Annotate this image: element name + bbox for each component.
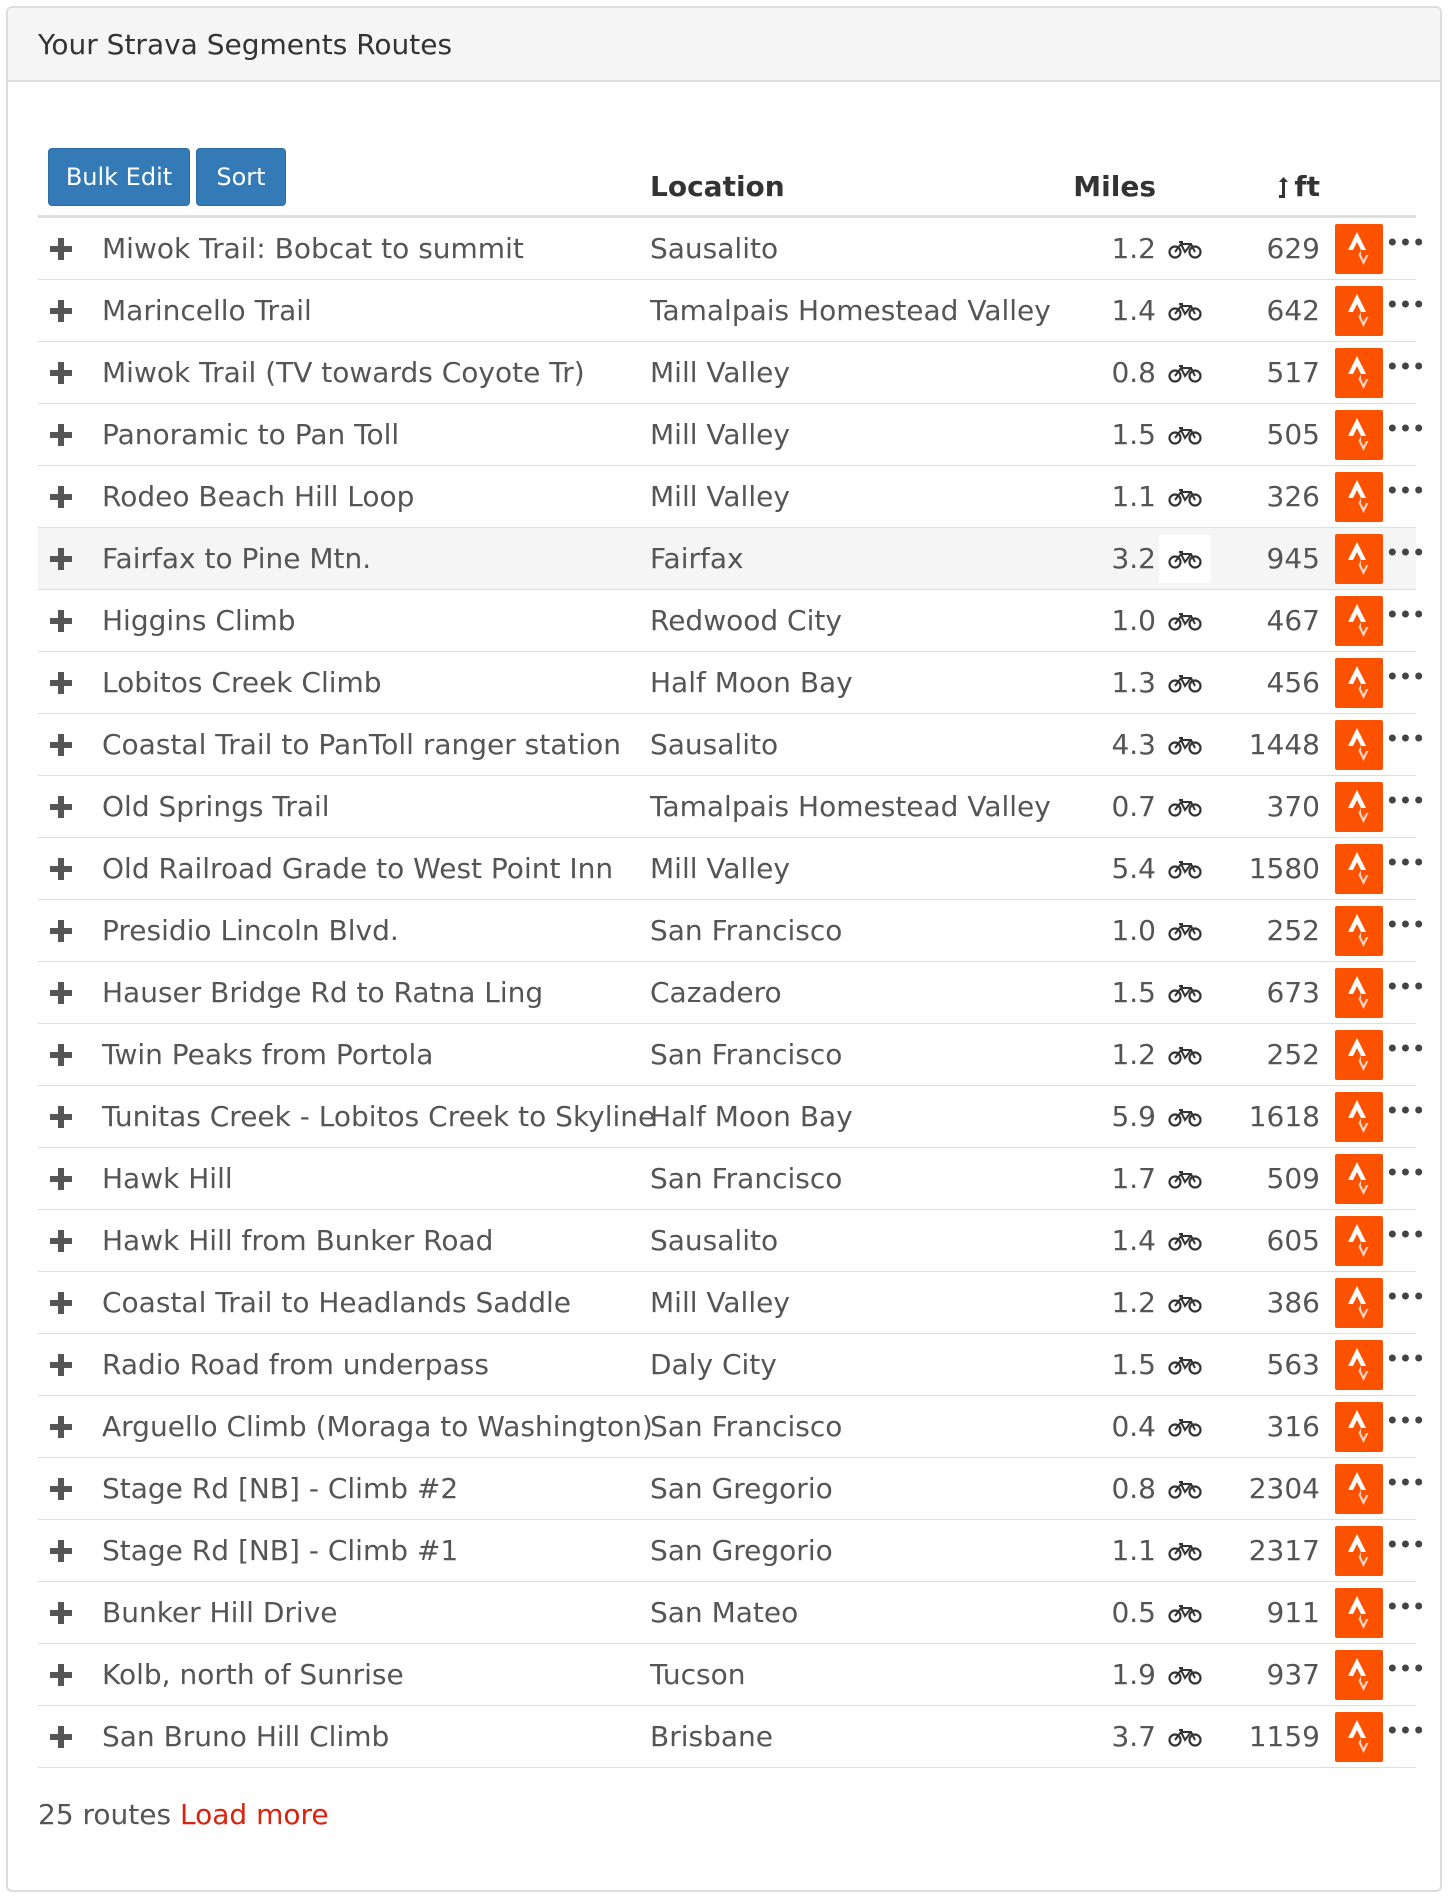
table-row[interactable]	[38, 838, 1425, 900]
table-row[interactable]	[38, 900, 1425, 962]
route-location: Cazadero	[650, 976, 782, 1009]
route-miles: 1.1	[1111, 480, 1156, 513]
bike-icon	[1159, 962, 1211, 1023]
route-name[interactable]: Hawk Hill from Bunker Road	[102, 1224, 494, 1257]
routes-panel	[6, 6, 1442, 1892]
more-options-button[interactable]	[1385, 342, 1425, 403]
route-elevation: 911	[1266, 1596, 1320, 1629]
plus-icon[interactable]	[46, 1272, 76, 1333]
strava-logo-icon	[1335, 1402, 1383, 1452]
route-miles: 0.7	[1111, 790, 1156, 823]
ellipsis-icon: •••	[1385, 972, 1425, 1001]
ellipsis-icon: •••	[1385, 1716, 1425, 1745]
route-name[interactable]: Old Springs Trail	[102, 790, 330, 823]
route-location: San Francisco	[650, 1038, 843, 1071]
table-row[interactable]	[38, 1148, 1425, 1210]
strava-button[interactable]	[1335, 280, 1385, 341]
strava-button[interactable]	[1335, 1086, 1385, 1147]
bike-icon	[1159, 838, 1211, 899]
route-name[interactable]: Marincello Trail	[102, 294, 312, 327]
strava-logo-icon	[1335, 534, 1383, 584]
bike-icon	[1159, 535, 1211, 583]
more-options-button[interactable]	[1385, 1396, 1425, 1457]
more-options-button[interactable]	[1385, 652, 1425, 713]
more-options-button[interactable]	[1385, 1210, 1425, 1271]
table-row[interactable]	[38, 1024, 1425, 1086]
plus-icon[interactable]	[46, 652, 76, 713]
more-options-button[interactable]	[1385, 1086, 1425, 1147]
route-name[interactable]: Presidio Lincoln Blvd.	[102, 914, 399, 947]
strava-logo-icon	[1335, 410, 1383, 460]
table-row[interactable]	[38, 1396, 1425, 1458]
ellipsis-icon: •••	[1385, 1654, 1425, 1683]
route-name[interactable]: Hauser Bridge Rd to Ratna Ling	[102, 976, 544, 1009]
route-miles: 1.4	[1111, 1224, 1156, 1257]
route-name[interactable]: Coastal Trail to PanToll ranger station	[102, 728, 622, 761]
strava-logo-icon	[1335, 1650, 1383, 1700]
ellipsis-icon: •••	[1385, 1220, 1425, 1249]
strava-logo-icon	[1335, 658, 1383, 708]
route-name[interactable]: Miwok Trail (TV towards Coyote Tr)	[102, 356, 585, 389]
strava-logo-icon	[1335, 906, 1383, 956]
route-elevation: 252	[1266, 914, 1320, 947]
more-options-button[interactable]	[1385, 1334, 1425, 1395]
strava-button[interactable]	[1335, 1210, 1385, 1271]
plus-icon[interactable]	[46, 218, 76, 279]
route-elevation: 629	[1266, 232, 1320, 265]
table-row[interactable]	[38, 714, 1425, 776]
bike-icon	[1159, 1086, 1211, 1147]
more-options-button[interactable]	[1385, 218, 1425, 279]
strava-button[interactable]	[1335, 838, 1385, 899]
ellipsis-icon: •••	[1385, 476, 1425, 505]
strava-button[interactable]	[1335, 652, 1385, 713]
route-elevation: 517	[1266, 356, 1320, 389]
table-row[interactable]	[38, 962, 1425, 1024]
bike-icon	[1159, 776, 1211, 837]
route-location: San Mateo	[650, 1596, 799, 1629]
route-elevation: 1448	[1248, 728, 1320, 761]
plus-icon[interactable]	[46, 404, 76, 465]
route-miles: 1.0	[1111, 914, 1156, 947]
route-location: Mill Valley	[650, 1286, 790, 1319]
ellipsis-icon: •••	[1385, 848, 1425, 877]
more-options-button[interactable]	[1385, 714, 1425, 775]
route-name[interactable]: Bunker Hill Drive	[102, 1596, 338, 1629]
route-name[interactable]: Twin Peaks from Portola	[102, 1038, 434, 1071]
bulk-edit-button[interactable]: Bulk Edit	[48, 148, 190, 206]
route-location: Mill Valley	[650, 356, 790, 389]
route-location: Mill Valley	[650, 480, 790, 513]
plus-icon[interactable]	[46, 1644, 76, 1705]
ellipsis-icon: •••	[1385, 1406, 1425, 1435]
table-row[interactable]	[38, 1334, 1425, 1396]
route-elevation: 1580	[1248, 852, 1320, 885]
ellipsis-icon: •••	[1385, 910, 1425, 939]
route-miles: 1.2	[1111, 1286, 1156, 1319]
route-miles: 1.1	[1111, 1534, 1156, 1567]
table-row[interactable]	[38, 590, 1425, 652]
route-location: Mill Valley	[650, 418, 790, 451]
plus-icon[interactable]	[46, 590, 76, 651]
route-elevation: 1618	[1248, 1100, 1320, 1133]
route-elevation: 2304	[1248, 1472, 1320, 1505]
strava-button[interactable]	[1335, 1148, 1385, 1209]
more-options-button[interactable]	[1385, 1520, 1425, 1581]
ellipsis-icon: •••	[1385, 1034, 1425, 1063]
route-name[interactable]: Higgins Climb	[102, 604, 296, 637]
bike-icon	[1159, 1210, 1211, 1271]
table-row[interactable]	[38, 776, 1425, 838]
more-options-button[interactable]	[1385, 776, 1425, 837]
route-location: Brisbane	[650, 1720, 773, 1753]
bike-icon	[1159, 1024, 1211, 1085]
table-row[interactable]	[38, 1210, 1425, 1272]
strava-logo-icon	[1335, 1092, 1383, 1142]
more-options-button[interactable]	[1385, 466, 1425, 527]
load-more-link[interactable]: Load more	[180, 1798, 329, 1831]
route-miles: 0.5	[1111, 1596, 1156, 1629]
strava-button[interactable]	[1335, 590, 1385, 651]
more-options-button[interactable]	[1385, 838, 1425, 899]
plus-icon[interactable]	[46, 528, 76, 589]
plus-icon[interactable]	[46, 1582, 76, 1643]
ellipsis-icon: •••	[1385, 1158, 1425, 1187]
bike-icon	[1159, 714, 1211, 775]
table-row[interactable]	[38, 466, 1425, 528]
route-elevation: 563	[1266, 1348, 1320, 1381]
strava-logo-icon	[1335, 1154, 1383, 1204]
strava-button[interactable]	[1335, 714, 1385, 775]
plus-icon[interactable]	[46, 1086, 76, 1147]
strava-logo-icon	[1335, 1216, 1383, 1266]
bike-icon	[1159, 1644, 1211, 1705]
strava-logo-icon	[1335, 224, 1383, 274]
strava-button[interactable]	[1335, 962, 1385, 1023]
ellipsis-icon: •••	[1385, 1530, 1425, 1559]
route-elevation: 326	[1266, 480, 1320, 513]
route-location: San Francisco	[650, 914, 843, 947]
route-elevation: 945	[1266, 542, 1320, 575]
strava-button[interactable]	[1335, 1582, 1385, 1643]
strava-button[interactable]	[1335, 900, 1385, 961]
strava-logo-icon	[1335, 782, 1383, 832]
plus-icon[interactable]	[46, 1396, 76, 1457]
ellipsis-icon: •••	[1385, 724, 1425, 753]
plus-icon[interactable]	[46, 1210, 76, 1271]
route-miles: 1.9	[1111, 1658, 1156, 1691]
strava-button[interactable]	[1335, 1272, 1385, 1333]
bike-icon	[1159, 466, 1211, 527]
route-miles: 1.7	[1111, 1162, 1156, 1195]
bike-icon	[1159, 280, 1211, 341]
bike-icon	[1159, 1148, 1211, 1209]
ellipsis-icon: •••	[1385, 600, 1425, 629]
strava-logo-icon	[1335, 1526, 1383, 1576]
strava-logo-icon	[1335, 1712, 1383, 1762]
route-miles: 5.9	[1111, 1100, 1156, 1133]
bike-icon	[1159, 342, 1211, 403]
route-miles: 1.2	[1111, 232, 1156, 265]
more-options-button[interactable]	[1385, 280, 1425, 341]
strava-button[interactable]	[1335, 776, 1385, 837]
table-row[interactable]	[38, 1086, 1425, 1148]
route-name[interactable]: Stage Rd [NB] - Climb #2	[102, 1472, 459, 1505]
route-elevation: 642	[1266, 294, 1320, 327]
route-miles: 0.8	[1111, 1472, 1156, 1505]
route-miles: 1.2	[1111, 1038, 1156, 1071]
plus-icon[interactable]	[46, 466, 76, 527]
ellipsis-icon: •••	[1385, 352, 1425, 381]
plus-icon[interactable]	[46, 962, 76, 1023]
route-miles: 1.0	[1111, 604, 1156, 637]
bike-icon	[1159, 1272, 1211, 1333]
route-elevation: 386	[1266, 1286, 1320, 1319]
route-location: Daly City	[650, 1348, 777, 1381]
plus-icon[interactable]	[46, 1024, 76, 1085]
route-name[interactable]: Rodeo Beach Hill Loop	[102, 480, 415, 513]
route-location: Sausalito	[650, 1224, 779, 1257]
more-options-button[interactable]	[1385, 1272, 1425, 1333]
route-miles: 1.5	[1111, 976, 1156, 1009]
more-options-button[interactable]	[1385, 1458, 1425, 1519]
route-location: Sausalito	[650, 728, 779, 761]
route-location: Tamalpais Homestead Valley	[650, 294, 1051, 327]
route-miles: 1.5	[1111, 1348, 1156, 1381]
route-name[interactable]: Arguello Climb (Moraga to Washington)	[102, 1410, 653, 1443]
ellipsis-icon: •••	[1385, 1096, 1425, 1125]
strava-logo-icon	[1335, 1278, 1383, 1328]
more-options-button[interactable]	[1385, 900, 1425, 961]
strava-logo-icon	[1335, 720, 1383, 770]
plus-icon[interactable]	[46, 1706, 76, 1767]
table-row[interactable]	[38, 1458, 1425, 1520]
bike-icon	[1159, 1706, 1211, 1767]
route-location: Tucson	[650, 1658, 746, 1691]
route-miles: 1.5	[1111, 418, 1156, 451]
route-miles: 3.7	[1111, 1720, 1156, 1753]
panel-title: Your Strava Segments Routes	[8, 8, 1440, 82]
strava-logo-icon	[1335, 844, 1383, 894]
route-miles: 0.8	[1111, 356, 1156, 389]
table-row[interactable]	[38, 1582, 1425, 1644]
bike-icon	[1159, 900, 1211, 961]
more-options-button[interactable]	[1385, 590, 1425, 651]
route-location: San Francisco	[650, 1410, 843, 1443]
strava-logo-icon	[1335, 968, 1383, 1018]
strava-button[interactable]	[1335, 1396, 1385, 1457]
route-elevation: 937	[1266, 1658, 1320, 1691]
route-elevation: 456	[1266, 666, 1320, 699]
route-name[interactable]: Miwok Trail: Bobcat to summit	[102, 232, 524, 265]
route-name[interactable]: Lobitos Creek Climb	[102, 666, 382, 699]
ellipsis-icon: •••	[1385, 228, 1425, 257]
route-location: San Francisco	[650, 1162, 843, 1195]
route-elevation: 370	[1266, 790, 1320, 823]
strava-button[interactable]	[1335, 1644, 1385, 1705]
strava-button[interactable]	[1335, 1458, 1385, 1519]
strava-logo-icon	[1335, 1030, 1383, 1080]
route-name[interactable]: Panoramic to Pan Toll	[102, 418, 400, 451]
more-options-button[interactable]	[1385, 962, 1425, 1023]
route-miles: 5.4	[1111, 852, 1156, 885]
plus-icon[interactable]	[46, 714, 76, 775]
strava-button[interactable]	[1335, 466, 1385, 527]
route-miles: 1.3	[1111, 666, 1156, 699]
strava-button[interactable]	[1335, 528, 1385, 589]
route-location: San Gregorio	[650, 1534, 833, 1567]
strava-button[interactable]	[1335, 218, 1385, 279]
route-location: Sausalito	[650, 232, 779, 265]
route-name[interactable]: Old Railroad Grade to West Point Inn	[102, 852, 614, 885]
bike-icon	[1159, 1396, 1211, 1457]
route-name[interactable]: San Bruno Hill Climb	[102, 1720, 390, 1753]
more-options-button[interactable]	[1385, 404, 1425, 465]
route-elevation: 605	[1266, 1224, 1320, 1257]
column-header-elevation[interactable]	[1218, 170, 1320, 203]
more-options-button[interactable]	[1385, 1148, 1425, 1209]
plus-icon[interactable]	[46, 1148, 76, 1209]
ellipsis-icon: •••	[1385, 1282, 1425, 1311]
route-name[interactable]: Tunitas Creek - Lobitos Creek to Skyline	[102, 1100, 656, 1133]
more-options-button[interactable]	[1385, 1706, 1425, 1767]
bike-icon	[1159, 404, 1211, 465]
strava-logo-icon	[1335, 348, 1383, 398]
arrow-up-icon	[1276, 176, 1290, 200]
route-miles: 3.2	[1111, 542, 1156, 575]
strava-logo-icon	[1335, 1588, 1383, 1638]
strava-logo-icon	[1335, 1340, 1383, 1390]
route-miles: 0.4	[1111, 1410, 1156, 1443]
table-row[interactable]	[38, 1644, 1425, 1706]
route-location: Mill Valley	[650, 852, 790, 885]
plus-icon[interactable]	[46, 900, 76, 961]
bike-icon	[1159, 1582, 1211, 1643]
column-header-ft-label: ft	[1294, 170, 1320, 203]
ellipsis-icon: •••	[1385, 1592, 1425, 1621]
route-location: Tamalpais Homestead Valley	[650, 790, 1051, 823]
ellipsis-icon: •••	[1385, 1344, 1425, 1373]
table-row[interactable]	[38, 652, 1425, 714]
plus-icon[interactable]	[46, 1458, 76, 1519]
table-row[interactable]	[38, 342, 1425, 404]
strava-button[interactable]	[1335, 1024, 1385, 1085]
ellipsis-icon: •••	[1385, 414, 1425, 443]
table-header	[38, 140, 1416, 218]
route-miles: 4.3	[1111, 728, 1156, 761]
more-options-button[interactable]	[1385, 1024, 1425, 1085]
bike-icon	[1159, 1334, 1211, 1395]
plus-icon[interactable]	[46, 280, 76, 341]
plus-icon[interactable]	[46, 1520, 76, 1581]
table-row[interactable]	[38, 1272, 1425, 1334]
bike-icon	[1159, 590, 1211, 651]
route-location: Half Moon Bay	[650, 666, 853, 699]
route-elevation: 505	[1266, 418, 1320, 451]
routes-table	[38, 218, 1425, 1768]
bike-icon	[1159, 652, 1211, 713]
ellipsis-icon: •••	[1385, 1468, 1425, 1497]
strava-button[interactable]	[1335, 342, 1385, 403]
strava-button[interactable]	[1335, 1706, 1385, 1767]
table-row[interactable]	[38, 1520, 1425, 1582]
strava-button[interactable]	[1335, 1520, 1385, 1581]
route-name[interactable]: Fairfax to Pine Mtn.	[102, 542, 372, 575]
more-options-button[interactable]	[1385, 1582, 1425, 1643]
ellipsis-icon: •••	[1385, 538, 1425, 567]
bike-icon	[1159, 1520, 1211, 1581]
column-header-miles[interactable]: Miles	[1073, 170, 1156, 203]
strava-logo-icon	[1335, 1464, 1383, 1514]
plus-icon[interactable]	[46, 776, 76, 837]
strava-logo-icon	[1335, 596, 1383, 646]
strava-logo-icon	[1335, 286, 1383, 336]
strava-button[interactable]	[1335, 1334, 1385, 1395]
route-count: 25 routes	[38, 1798, 172, 1831]
table-row[interactable]	[38, 1706, 1425, 1768]
route-elevation: 509	[1266, 1162, 1320, 1195]
route-elevation: 673	[1266, 976, 1320, 1009]
route-name[interactable]: Radio Road from underpass	[102, 1348, 489, 1381]
route-location: Fairfax	[650, 542, 744, 575]
route-elevation: 316	[1266, 1410, 1320, 1443]
table-row[interactable]	[38, 528, 1425, 590]
ellipsis-icon: •••	[1385, 290, 1425, 319]
plus-icon[interactable]	[46, 838, 76, 899]
route-location: Redwood City	[650, 604, 842, 637]
column-header-location[interactable]: Location	[650, 170, 785, 203]
route-name[interactable]: Stage Rd [NB] - Climb #1	[102, 1534, 459, 1567]
more-options-button[interactable]	[1385, 1644, 1425, 1705]
table-footer	[38, 1798, 329, 1831]
route-name[interactable]: Hawk Hill	[102, 1162, 233, 1195]
strava-logo-icon	[1335, 472, 1383, 522]
table-row[interactable]	[38, 280, 1425, 342]
route-elevation: 467	[1266, 604, 1320, 637]
route-location: San Gregorio	[650, 1472, 833, 1505]
sort-button[interactable]: Sort	[196, 148, 286, 206]
route-name[interactable]: Kolb, north of Sunrise	[102, 1658, 404, 1691]
ellipsis-icon: •••	[1385, 786, 1425, 815]
bike-icon	[1159, 1458, 1211, 1519]
bike-icon	[1159, 218, 1211, 279]
table-row[interactable]	[38, 218, 1425, 280]
more-options-button[interactable]	[1385, 528, 1425, 589]
route-elevation: 2317	[1248, 1534, 1320, 1567]
route-location: Half Moon Bay	[650, 1100, 853, 1133]
table-row[interactable]	[38, 404, 1425, 466]
route-miles: 1.4	[1111, 294, 1156, 327]
ellipsis-icon: •••	[1385, 662, 1425, 691]
route-elevation: 1159	[1248, 1720, 1320, 1753]
route-elevation: 252	[1266, 1038, 1320, 1071]
route-name[interactable]: Coastal Trail to Headlands Saddle	[102, 1286, 572, 1319]
plus-icon[interactable]	[46, 342, 76, 403]
plus-icon[interactable]	[46, 1334, 76, 1395]
strava-button[interactable]	[1335, 404, 1385, 465]
